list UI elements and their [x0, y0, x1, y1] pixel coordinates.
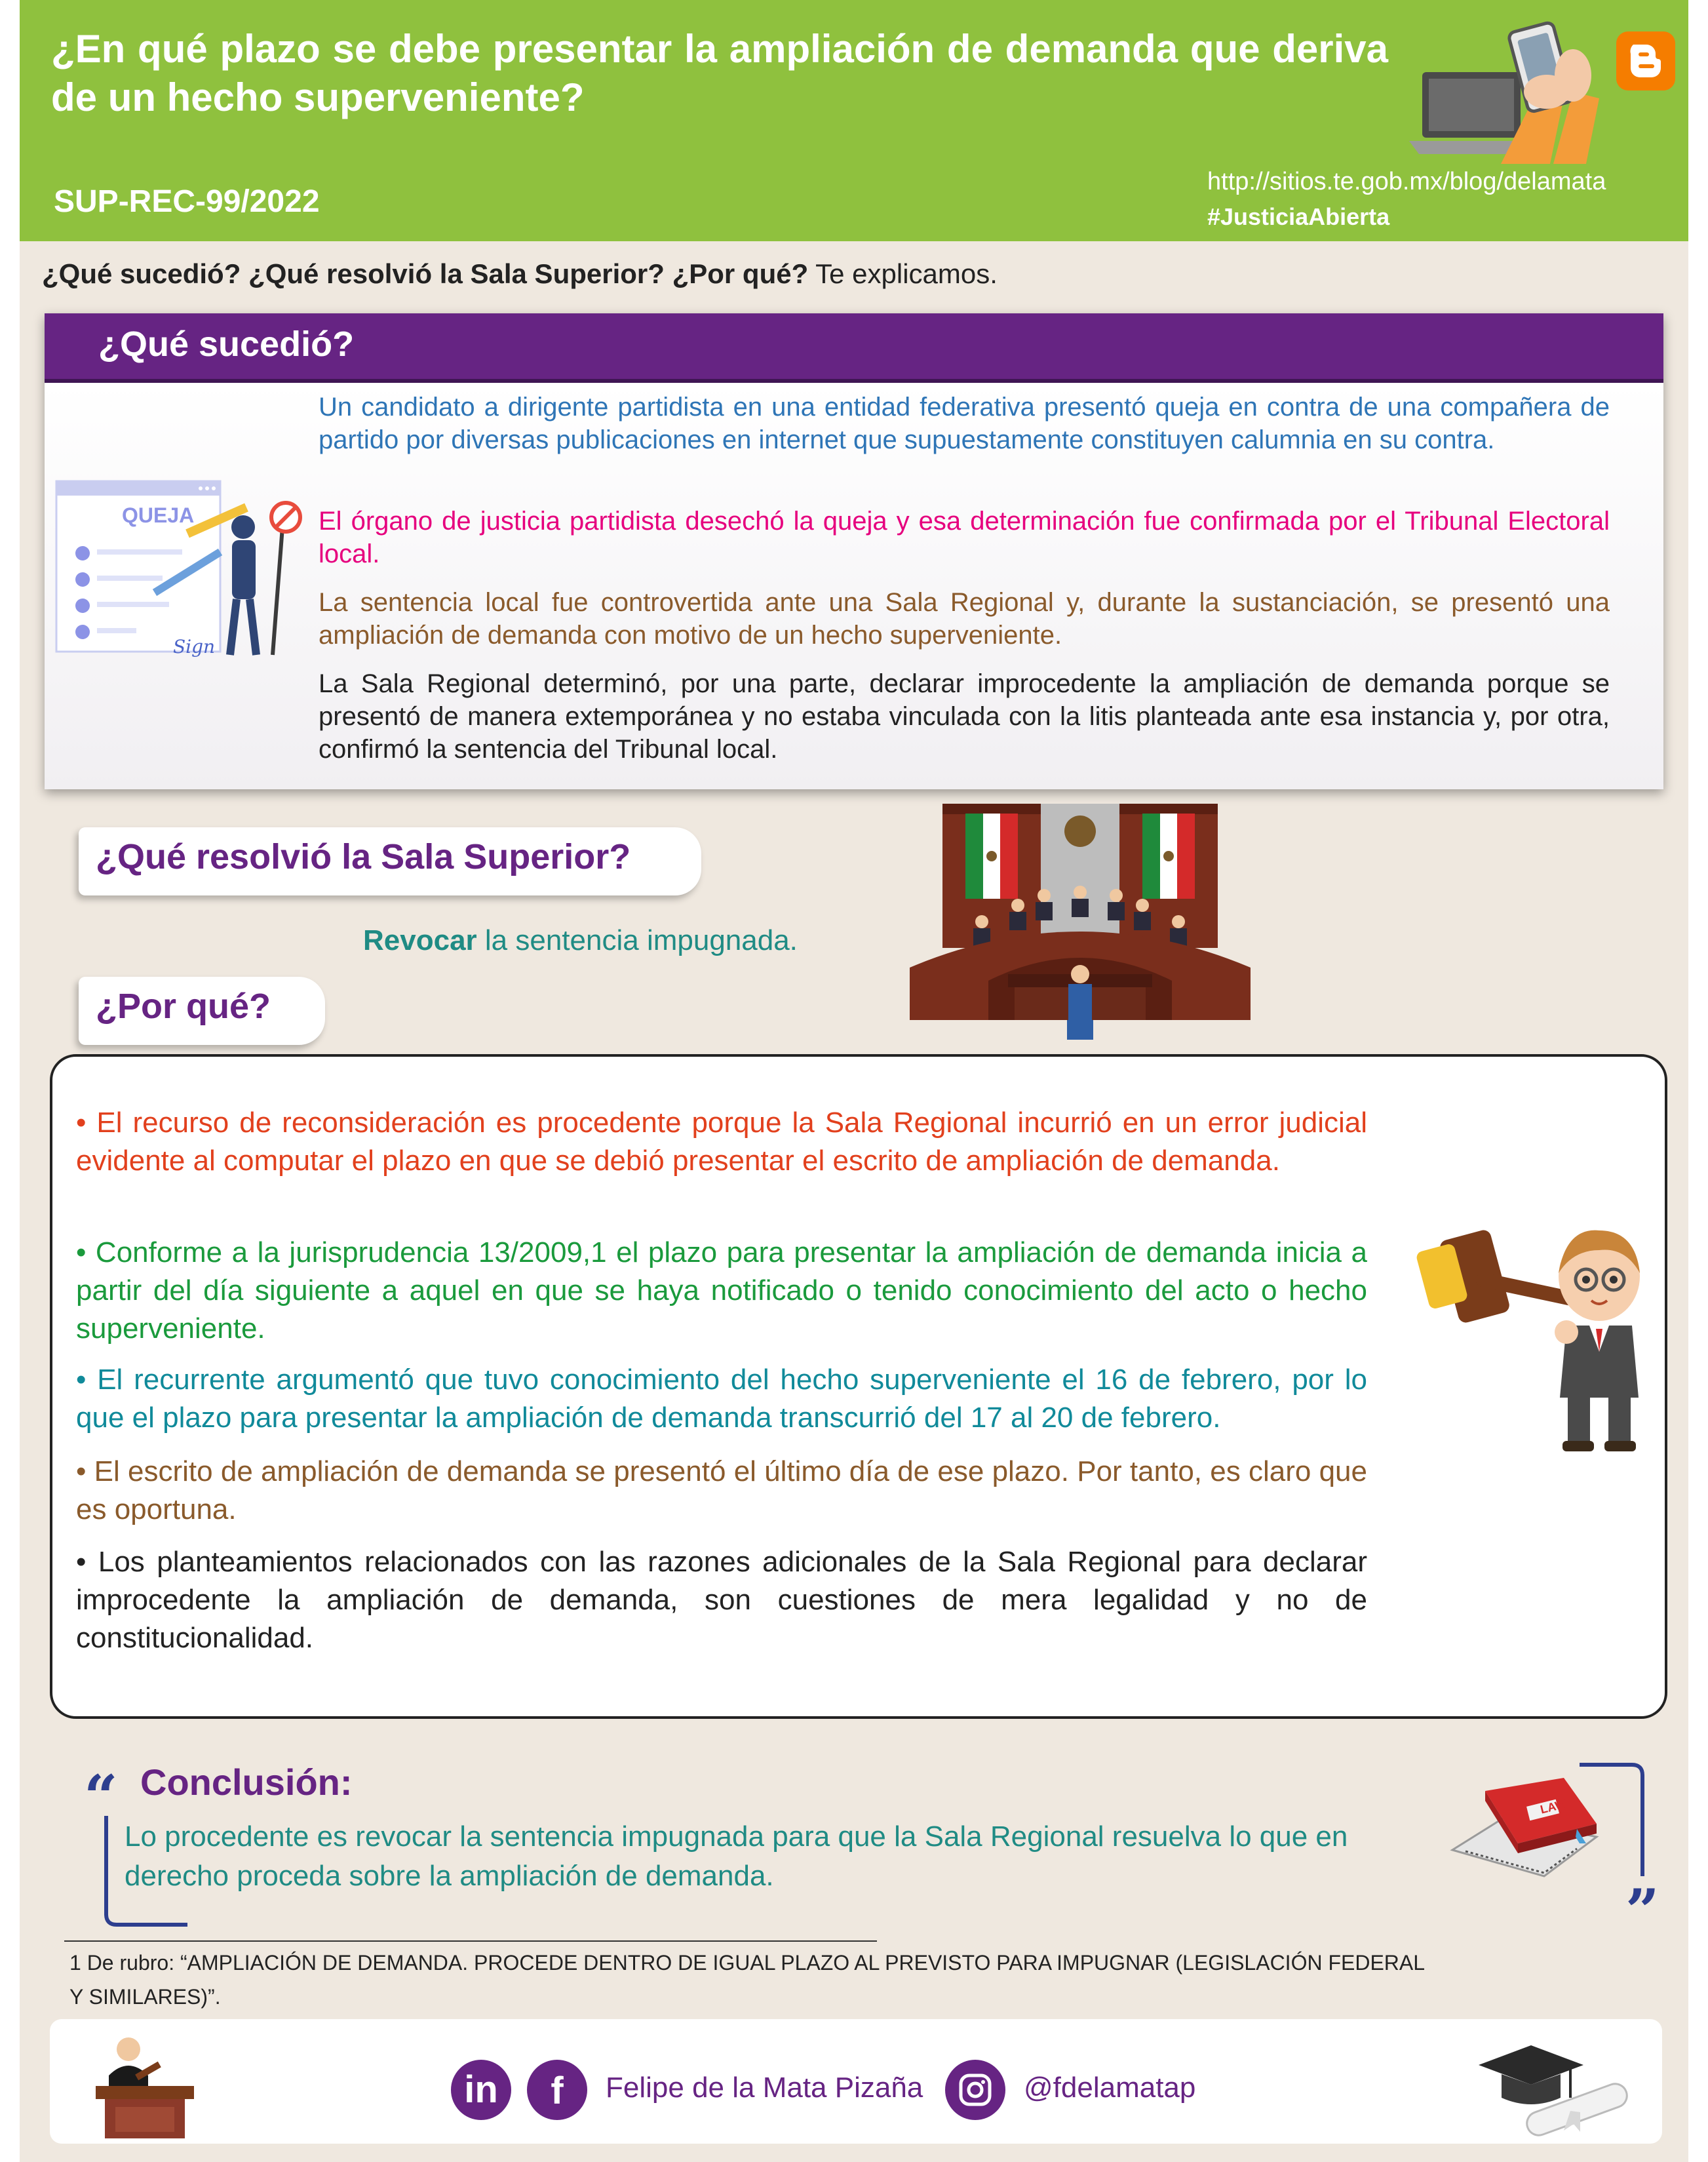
linkedin-icon[interactable]: in	[451, 2060, 511, 2120]
facebook-icon[interactable]: f	[527, 2060, 587, 2120]
judge-gavel-illustration	[1403, 1221, 1652, 1457]
section-que-sucedio-header	[45, 313, 1663, 383]
author-name: Felipe de la Mata Pizaña	[606, 2072, 923, 2104]
queja-label: QUEJA	[122, 503, 195, 527]
section-por-que-tab	[79, 977, 325, 1045]
section-que-sucedio	[45, 313, 1663, 789]
blog-url-link[interactable]: http://sitios.te.gob.mx/blog/delamata	[1207, 168, 1606, 195]
law-book-label: LAW	[1539, 1797, 1568, 1817]
courtroom-illustration	[910, 804, 1251, 1046]
intro-tail: Te explicamos.	[808, 258, 998, 289]
footer-bar	[50, 2019, 1662, 2144]
header-banner	[20, 0, 1688, 241]
quote-open-icon: “	[84, 1762, 118, 1832]
instagram-icon[interactable]	[945, 2060, 1005, 2120]
laptop-phone-illustration	[1409, 13, 1606, 164]
reason-2: • Conforme a la jurisprudencia 13/2009,1 el plazo para presentar la ampliación de demanda inicia a partir del día siguiente a aquel en que se haya notificado o tenido conocimiento del acto o hecho superveniente.	[76, 1236, 1367, 1345]
judge-podium-icon	[89, 2030, 201, 2141]
hashtag: #JusticiaAbierta	[1207, 203, 1390, 230]
infographic-page	[20, 0, 1688, 2162]
section-que-sucedio-heading: ¿Qué sucedió?	[98, 324, 355, 364]
verdict-rest: la sentencia impugnada.	[476, 924, 798, 956]
paragraph-desechamiento: El órgano de justicia partidista desechó la queja y esa determinación fue confirmada por el Tribunal Electoral local.	[319, 507, 1610, 568]
paragraph-ampliacion: La sentencia local fue controvertida ante una Sala Regional y, durante la sustanciación, se presentó una ampliación de demanda con motivo de un hecho superveniente.	[319, 588, 1610, 650]
section-que-sucedio-body	[45, 383, 1663, 789]
reason-1: • El recurso de reconsideración es procedente porque la Sala Regional incurrió en un error judicial evidente al computar el plazo en que se debió presentar el escrito de ampliación de demanda.	[76, 1107, 1367, 1177]
intro-questions: ¿Qué sucedió? ¿Qué resolvió la Sala Superior? ¿Por qué?	[42, 258, 809, 289]
instagram-handle[interactable]: @fdelamatap	[1024, 2072, 1196, 2104]
section-por-que-heading: ¿Por qué?	[96, 987, 271, 1026]
graduation-cap-diploma-icon	[1472, 2032, 1636, 2137]
conclusion-text: Lo procedente es revocar la sentencia impugnada para que la Sala Regional resuelva lo que en derecho proceda sobre la ampliación de demanda.	[125, 1820, 1348, 1892]
intro-line	[42, 258, 998, 290]
footnote-divider	[64, 1940, 877, 1942]
section-que-resolvio-tab	[79, 827, 701, 895]
section-que-resolvio-heading: ¿Qué resolvió la Sala Superior?	[96, 837, 631, 876]
case-number: SUP-REC-99/2022	[54, 184, 320, 219]
verdict-text	[363, 924, 798, 957]
reasons-box	[50, 1054, 1667, 1719]
paragraph-sala-regional: La Sala Regional determinó, por una parte, declarar improcedente la ampliación de demanda porque se presentó de manera extemporánea y no estaba vinculada con la litis planteada ante esa instancia y, por otra, confirmó la sentencia del Tribunal local.	[319, 669, 1610, 764]
blogger-icon[interactable]	[1616, 31, 1675, 90]
quote-close-icon: ”	[1625, 1876, 1659, 1946]
reason-3: • El recurrente argumentó que tuvo conocimiento del hecho superveniente el 16 de febrero, por lo que el plazo para presentar la ampliación de demanda transcurrió del 17 al 20 de febrero.	[76, 1364, 1367, 1434]
footnote: 1 De rubro: “AMPLIACIÓN DE DEMANDA. PROCEDE DENTRO DE IGUAL PLAZO AL PREVISTO PARA IMPUGNAR (LEGISLACIÓN FEDERAL Y SIMILARES)”.	[69, 1951, 1424, 2009]
reason-5: • Los planteamientos relacionados con las razones adicionales de la Sala Regional para declarar improcedente la ampliación de demanda, son cuestiones de mera legalidad y no de constitucionalidad.	[76, 1546, 1367, 1654]
page-title: ¿En qué plazo se debe presentar la ampliación de demanda que deriva de un hecho superveniente?	[51, 27, 1388, 119]
reason-4: • El escrito de ampliación de demanda se presentó el último día de ese plazo. Por tanto, es claro que es oportuna.	[76, 1455, 1367, 1525]
conclusion-heading: Conclusión:	[140, 1761, 353, 1803]
law-book-icon	[1446, 1778, 1603, 1883]
paragraph-queja: Un candidato a dirigente partidista en una entidad federativa presentó queja en contra de una compañera de partido por diversas publicaciones en internet que supuestamente constituyen calumnia en su contra.	[319, 393, 1610, 454]
verdict-bold: Revocar	[363, 924, 477, 956]
sign-label: Sign	[173, 636, 216, 658]
